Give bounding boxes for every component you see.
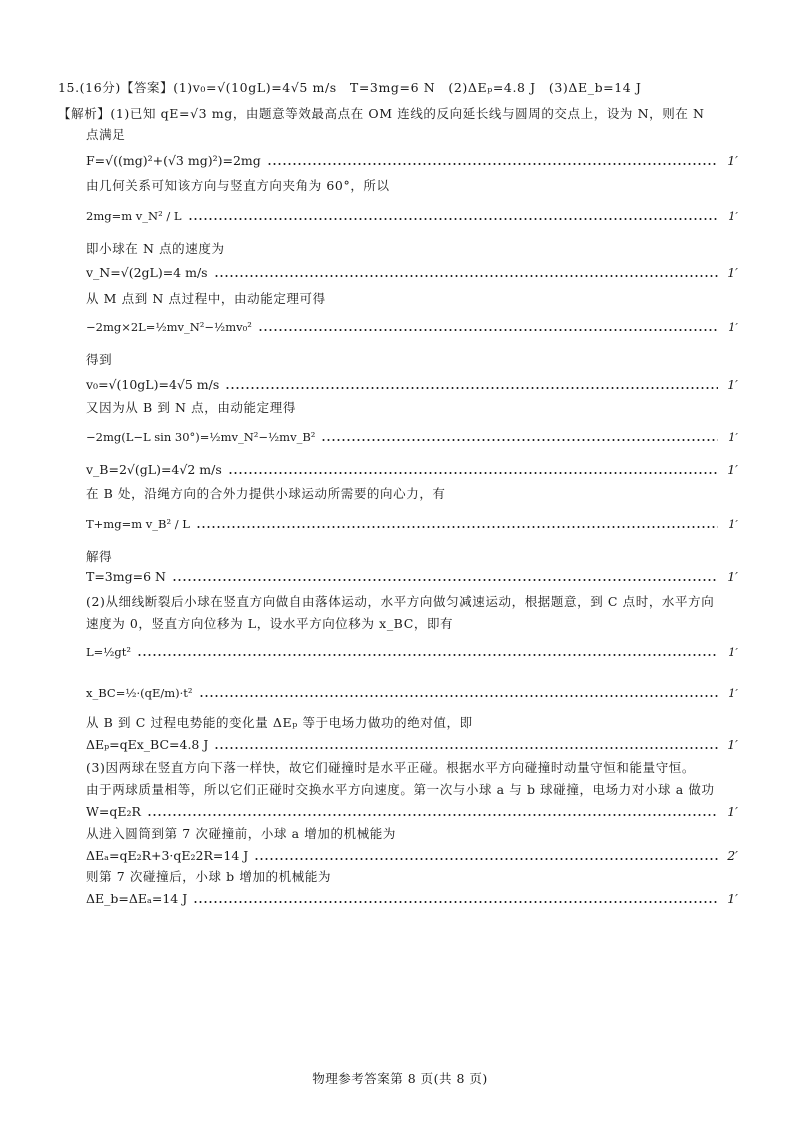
part2-text-line-2: 速度为 0，竖直方向位移为 L，设水平方向位移为 x_BC，即有 (86, 616, 454, 631)
explanation-text: 从进入圆筒到第 7 次碰撞前，小球 a 增加的机械能为 (86, 826, 396, 841)
equation-row (86, 461, 738, 479)
part3-text-line-1: (3)因两球在竖直方向下落一样快，故它们碰撞时是水平正碰。根据水平方向碰撞时动量守恒和能量守恒。 (86, 760, 696, 775)
score-mark: 1′ (727, 737, 738, 752)
score-mark: 1′ (728, 517, 738, 531)
answer-header: 15.(16分)【答案】(1)v₀=√(10gL)=4√5 m/s T=3mg=6 N (2)ΔEₚ=4.8 J (3)ΔE_b=14 J (58, 80, 642, 95)
score-mark: 1′ (728, 209, 738, 223)
page-footer: 物理参考答案第 8 页(共 8 页) (312, 1071, 488, 1086)
equation-row (86, 376, 738, 394)
score-mark: 1′ (727, 377, 738, 392)
score-mark: 1′ (727, 569, 738, 584)
score-mark: 2′ (727, 848, 738, 863)
explanation-text: 则第 7 次碰撞后，小球 b 增加的机械能为 (86, 869, 332, 884)
equation-row (86, 736, 738, 754)
explanation-text: 又因为从 B 到 N 点，由动能定理得 (86, 400, 296, 415)
equation-row (86, 684, 738, 702)
leader-dots (228, 472, 718, 474)
equation-row (86, 568, 738, 586)
equation-row (86, 207, 738, 225)
score-mark: 1′ (727, 265, 738, 280)
explanation-text: 由几何关系可知该方向与竖直方向夹角为 60°，所以 (86, 178, 390, 193)
equation-tension-b: T+mg=m v_B² / L (86, 517, 190, 531)
leader-dots (214, 747, 718, 749)
score-mark: 1′ (727, 462, 738, 477)
equation-row (86, 428, 738, 446)
leader-dots (188, 218, 718, 220)
part2-text-line-1: (2)从细线断裂后小球在竖直方向做自由落体运动，水平方向做匀减速运动，根据题意，到 C 点时，水平方向 (86, 594, 715, 609)
equation-speed-b: v_B=2√(gL)=4√2 m/s (86, 462, 222, 477)
score-mark: 1′ (727, 804, 738, 819)
score-mark: 1′ (728, 686, 738, 700)
score-mark: 1′ (728, 320, 738, 334)
explanation-text: 在 B 处，沿绳方向的合外力提供小球运动所需要的向心力，有 (86, 486, 446, 501)
leader-dots (172, 579, 718, 581)
leader-dots (225, 387, 718, 389)
leader-dots (254, 858, 718, 860)
leader-dots (214, 275, 718, 277)
score-mark: 1′ (727, 891, 738, 906)
leader-dots (258, 329, 718, 331)
equation-horizontal-displacement: x_BC=½·(qE/m)·t² (86, 686, 193, 700)
equation-row (86, 890, 738, 908)
equation-row (86, 515, 738, 533)
explanation-text: 解得 (86, 549, 113, 564)
leader-dots (321, 439, 718, 441)
leader-dots (137, 654, 718, 656)
equation-row (86, 152, 738, 170)
equation-row (86, 847, 738, 865)
equation-tension-result: T=3mg=6 N (86, 569, 166, 584)
equation-energy-m-to-n: −2mg×2L=½mv_N²−½mv₀² (86, 320, 252, 334)
analysis-intro-line-1: 【解析】(1)已知 qE=√3 mg，由题意等效最高点在 OM 连线的反向延长线与圆周的交点上，设为 N，则在 N (58, 106, 705, 121)
equation-row (86, 264, 738, 282)
leader-dots (199, 695, 718, 697)
explanation-text: 得到 (86, 352, 113, 367)
equation-resultant-force: F=√((mg)²+(√3 mg)²)=2mg (86, 153, 261, 168)
score-mark: 1′ (728, 430, 738, 444)
equation-row (86, 643, 738, 661)
score-mark: 1′ (728, 645, 738, 659)
equation-row (86, 803, 738, 821)
explanation-text: 即小球在 N 点的速度为 (86, 241, 225, 256)
leader-dots (147, 814, 718, 816)
equation-row (86, 318, 738, 336)
equation-work: W=qE₂R (86, 804, 141, 819)
equation-centripetal-n: 2mg=m v_N² / L (86, 209, 182, 223)
equation-initial-speed: v₀=√(10gL)=4√5 m/s (86, 377, 220, 392)
equation-energy-ball-a: ΔEₐ=qE₂R+3·qE₂2R=14 J (86, 848, 249, 863)
part3-text-line-2: 由于两球质量相等，所以它们正碰时交换水平方向速度。第一次与小球 a 与 b 球碰撞，电场力对小球 a 做功 (86, 782, 715, 797)
leader-dots (193, 901, 718, 903)
explanation-text: 从 B 到 C 过程电势能的变化量 ΔEₚ 等于电场力做功的绝对值，即 (86, 715, 473, 730)
leader-dots (196, 526, 718, 528)
explanation-text: 从 M 点到 N 点过程中，由动能定理可得 (86, 291, 326, 306)
equation-potential-energy-change: ΔEₚ=qEx_BC=4.8 J (86, 737, 209, 752)
analysis-intro-line-2: 点满足 (86, 127, 126, 142)
equation-energy-ball-b: ΔE_b=ΔEₐ=14 J (86, 891, 188, 906)
equation-speed-n: v_N=√(2gL)=4 m/s (86, 265, 208, 280)
equation-vertical-displacement: L=½gt² (86, 645, 132, 659)
score-mark: 1′ (727, 153, 738, 168)
equation-energy-b-to-n: −2mg(L−L sin 30°)=½mv_N²−½mv_B² (86, 430, 316, 444)
leader-dots (267, 163, 718, 165)
